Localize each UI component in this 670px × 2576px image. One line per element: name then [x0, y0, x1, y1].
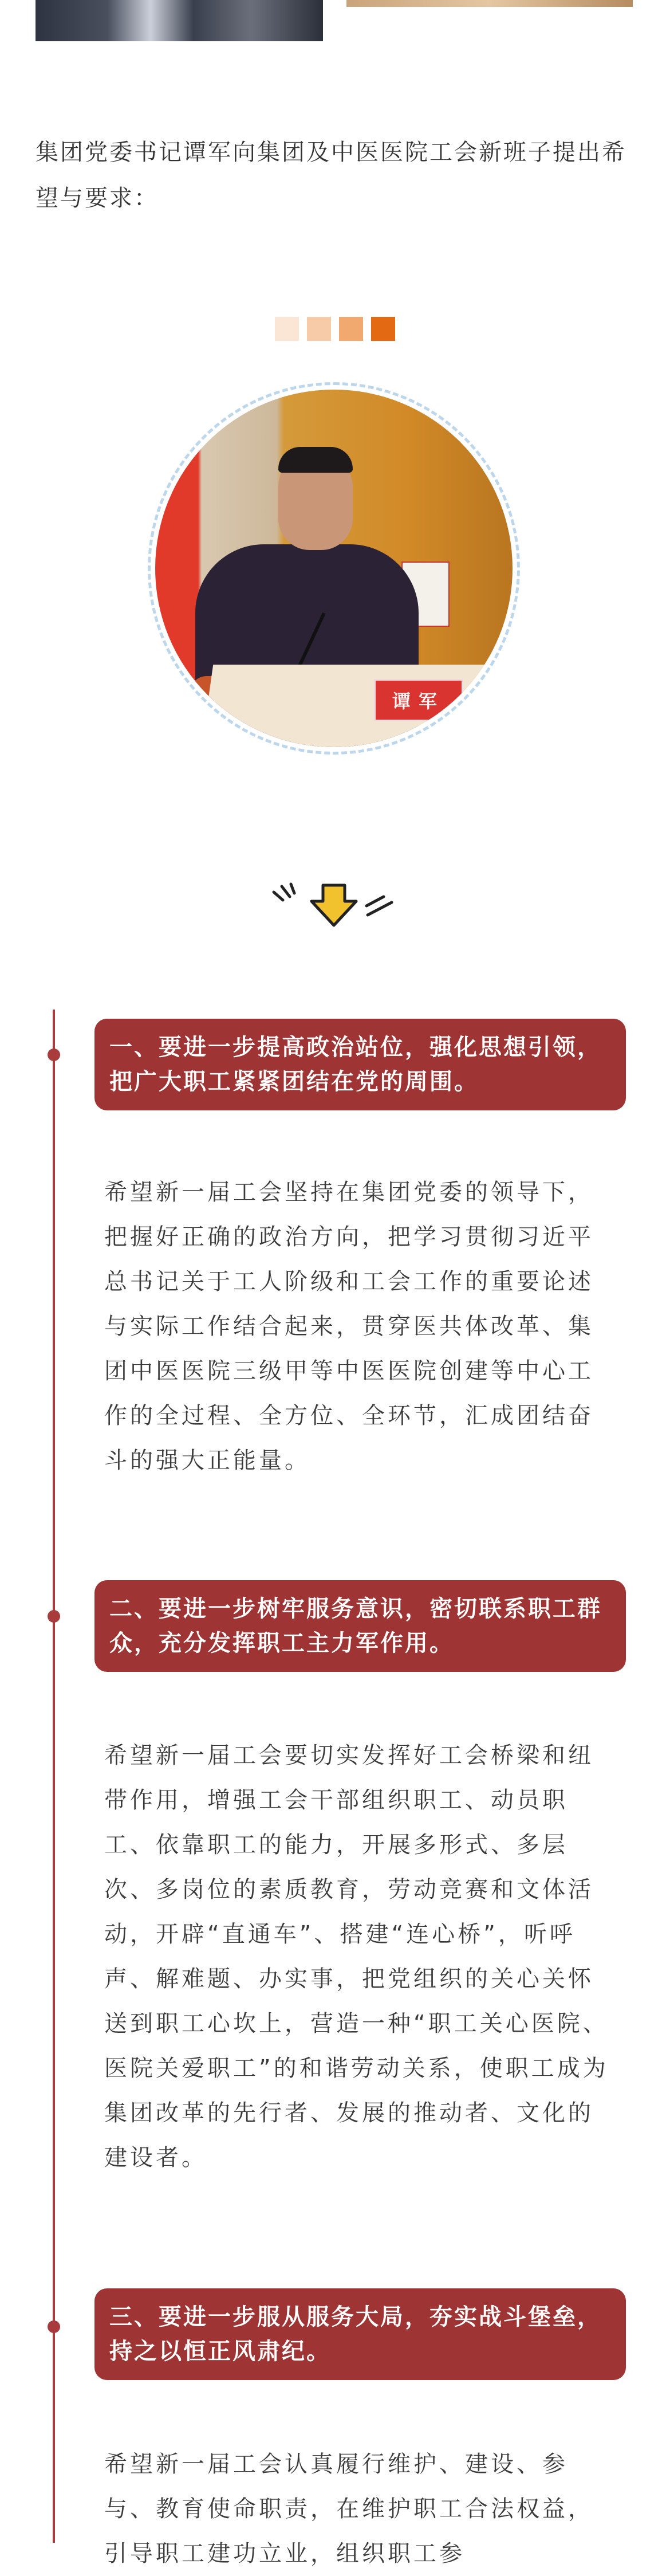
decorative-squares	[275, 317, 395, 341]
top-photo-strip	[0, 0, 670, 43]
intro-text: 集团党委书记谭军向集团及中医医院工会新班子提出希望与要求：	[36, 139, 626, 211]
nameplate: 谭军	[374, 679, 463, 721]
section-2-heading: 二、要进一步树牢服务意识，密切联系职工群众，充分发挥职工主力军作用。	[94, 1580, 626, 1672]
down-arrow-icon	[269, 879, 401, 931]
event-photo-right	[346, 0, 633, 7]
deco-square-4	[371, 317, 395, 341]
section-3-heading: 三、要进一步服从服务大局，夯实战斗堡垒，持之以恒正风肃纪。	[94, 2288, 626, 2380]
timeline-line	[53, 1010, 55, 2543]
portrait-image	[155, 390, 513, 747]
event-photo-left	[36, 0, 323, 41]
section-3-body: 希望新一届工会认真履行维护、建设、参与、教育使命职责，在维护职工合法权益，引导职工建功立业，组织职工参	[104, 2451, 594, 2567]
timeline-dot-3	[48, 2320, 60, 2333]
deco-square-2	[307, 317, 331, 341]
timeline-dot-1	[48, 1049, 60, 1061]
podium	[200, 665, 511, 747]
deco-square-3	[339, 317, 363, 341]
deco-square-1	[275, 317, 299, 341]
timeline-dot-2	[48, 1610, 60, 1623]
section-1-body: 希望新一届工会坚持在集团党委的领导下，把握好正确的政治方向，把学习贯彻习近平总书记关于工人阶级和工会工作的重要论述与实际工作结合起来，贯穿医共体改革、集团中医医院三级甲等中医医院创建等中心工作的全过程、全方位、全环节，汇成团结奋斗的强大正能量。	[104, 1179, 594, 1474]
section-2-body: 希望新一届工会要切实发挥好工会桥梁和纽带作用，增强工会干部组织职工、动员职工、依靠职工的能力，开展多形式、多层次、多岗位的素质教育，劳动竞赛和文体活动，开辟“直通车”、搭建“连心桥”，听呼声、解难题、办实事，把党组织的关心关怀送到职工心坎上，营造一种“职工关心医院、医院关爱职工”的和谐劳动关系，使职工成为集团改革的先行者、发展的推动者、文化的建设者。	[104, 1742, 609, 2171]
section-1-heading: 一、要进一步提高政治站位，强化思想引领，把广大职工紧紧团结在党的周围。	[94, 1019, 626, 1110]
speaker-portrait	[148, 382, 520, 755]
